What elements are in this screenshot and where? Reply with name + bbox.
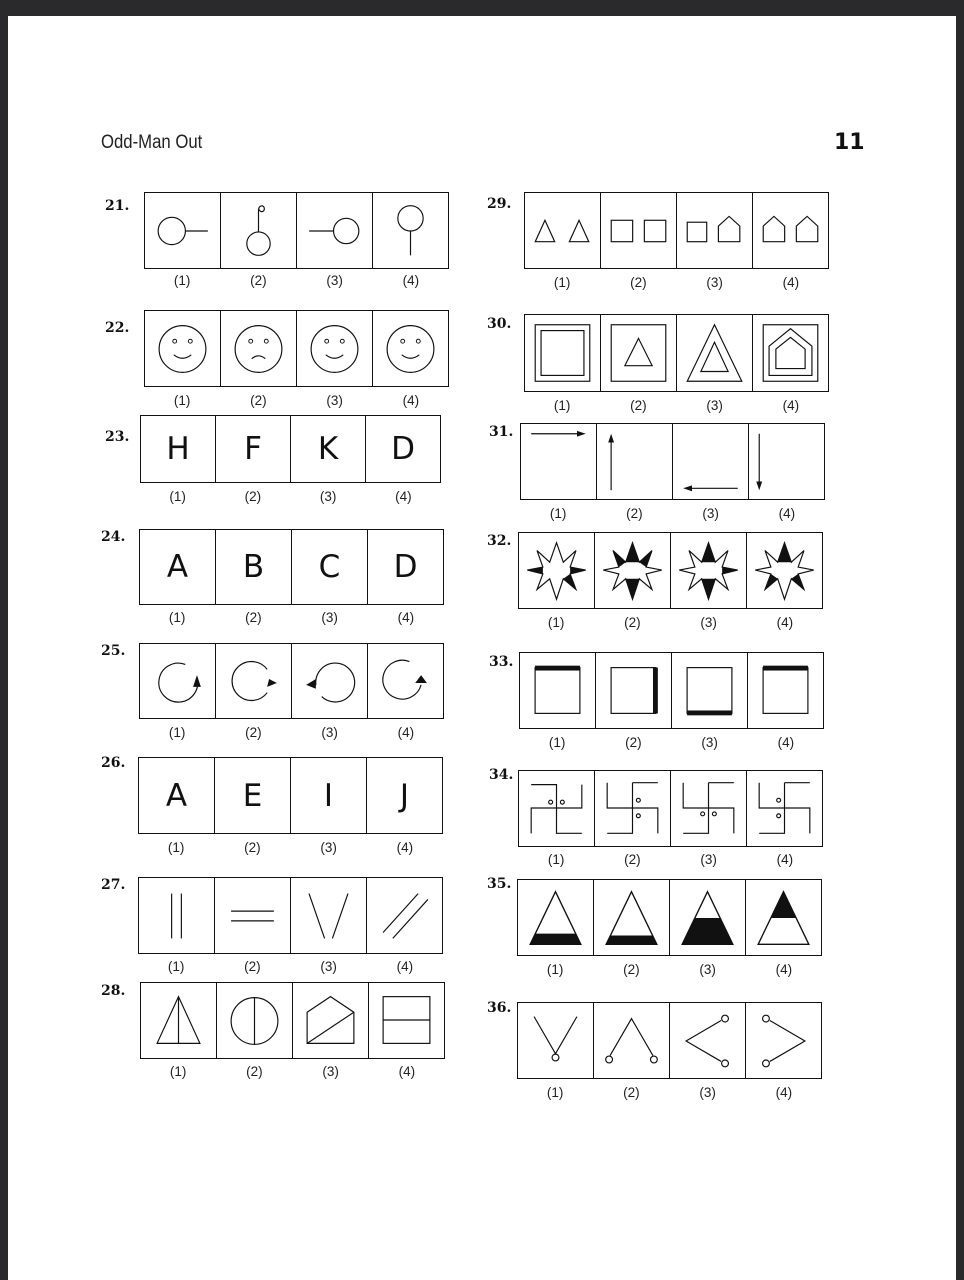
figure-letter: D (391, 431, 415, 467)
question-30-figures (524, 314, 829, 392)
figure-drawing (671, 771, 746, 846)
q35-option-1[interactable] (518, 880, 593, 955)
figure-drawing (670, 1003, 745, 1078)
question-31-figures (520, 423, 825, 500)
q33-option-3[interactable] (671, 653, 747, 728)
figure-letter: F (244, 431, 262, 467)
option-label: (3) (699, 962, 716, 977)
q31-option-4[interactable] (748, 424, 824, 499)
question-number-35: 35. (487, 876, 512, 892)
question-35-figures (517, 879, 822, 956)
page-number: 11 (834, 130, 865, 155)
q35-option-2[interactable] (593, 880, 669, 955)
q23-option-labels (140, 489, 441, 504)
q28-option-3[interactable] (292, 983, 368, 1058)
q25-option-4[interactable] (367, 644, 443, 718)
option-label: (1) (548, 735, 566, 750)
question-32-figures (518, 532, 823, 609)
question-number-29: 29. (487, 196, 512, 212)
q31-option-labels (520, 506, 825, 521)
figure-drawing (746, 880, 821, 955)
figure-drawing (671, 533, 746, 608)
option-label: (2) (250, 393, 267, 408)
figure-drawing (140, 644, 215, 718)
figure-drawing (369, 983, 444, 1058)
figure-letter: C (318, 549, 341, 585)
figure-drawing (746, 1003, 821, 1078)
option-label: (4) (775, 1085, 793, 1100)
option-label: (4) (395, 489, 412, 504)
q32-option-2[interactable] (594, 533, 670, 608)
q33-option-1[interactable] (520, 653, 595, 728)
question-26-figures (138, 757, 443, 834)
option-label: (3) (706, 275, 723, 290)
figure-drawing (520, 653, 595, 728)
option-label: (4) (776, 615, 794, 630)
q36-option-4[interactable] (745, 1003, 821, 1078)
chapter-title: Odd-Man Out (101, 132, 203, 153)
q34-option-labels (518, 852, 823, 867)
q29-option-2[interactable] (600, 193, 676, 268)
figure-drawing (672, 653, 747, 728)
q35-option-3[interactable] (669, 880, 745, 955)
q30-option-1[interactable] (525, 315, 600, 391)
question-number-36: 36. (487, 1000, 512, 1016)
question-36-figures (517, 1002, 822, 1079)
q29-option-1[interactable] (525, 193, 600, 268)
q31-option-3[interactable] (672, 424, 748, 499)
question-29-figures (524, 192, 829, 269)
q21-option-3[interactable] (296, 193, 372, 268)
q32-option-1[interactable] (519, 533, 594, 608)
figure-drawing (293, 983, 368, 1058)
option-label: (2) (624, 615, 641, 630)
q22-option-1[interactable] (145, 311, 220, 386)
option-label: (2) (250, 273, 267, 288)
q24-option-1[interactable] (140, 530, 215, 604)
q26-option-3[interactable] (290, 758, 366, 833)
question-number-31: 31. (489, 424, 514, 440)
q29-option-4[interactable] (752, 193, 828, 268)
q29-option-labels (524, 275, 829, 290)
option-label: (1) (169, 489, 186, 504)
option-label: (3) (701, 735, 718, 750)
q30-option-labels (524, 398, 829, 413)
figure-drawing (221, 311, 296, 386)
figure-drawing (217, 983, 292, 1058)
question-number-21: 21. (105, 198, 130, 214)
q34-option-2[interactable] (594, 771, 670, 846)
option-label: (1) (168, 725, 186, 740)
figure-letter: A (165, 777, 188, 814)
q22-option-2[interactable] (220, 311, 296, 386)
figure-drawing (525, 315, 600, 391)
option-label: (3) (320, 959, 337, 974)
q36-option-1[interactable] (518, 1003, 593, 1078)
q31-option-2[interactable] (596, 424, 672, 499)
figure-drawing (594, 1003, 669, 1078)
option-label: (3) (320, 840, 337, 855)
question-33-figures (519, 652, 824, 729)
option-label: (4) (775, 962, 793, 977)
figure-drawing (596, 653, 671, 728)
option-label: (3) (326, 273, 343, 288)
q21-option-4[interactable] (372, 193, 448, 268)
q24-option-3[interactable] (291, 530, 367, 604)
option-label: (4) (396, 840, 414, 855)
q22-option-labels (144, 393, 449, 408)
q31-option-1[interactable] (521, 424, 596, 499)
q28-option-1[interactable] (141, 983, 216, 1058)
q34-option-3[interactable] (670, 771, 746, 846)
question-number-22: 22. (105, 320, 130, 336)
figure-drawing (145, 311, 220, 386)
option-label: (1) (549, 506, 567, 521)
figure-drawing (521, 424, 596, 499)
option-label: (4) (398, 1064, 416, 1079)
figure-drawing (519, 771, 594, 846)
question-number-25: 25. (101, 643, 126, 659)
question-21-figures (144, 192, 449, 269)
option-label: (3) (702, 506, 719, 521)
figure-drawing (291, 878, 366, 953)
question-number-28: 28. (101, 983, 126, 999)
figure-drawing (601, 315, 676, 391)
question-25-figures (139, 643, 444, 719)
q27-option-labels (138, 959, 443, 974)
figure-letter: A (166, 549, 189, 585)
q26-option-2[interactable] (214, 758, 290, 833)
option-label: (1) (167, 959, 185, 974)
q32-option-labels (518, 615, 823, 630)
option-label: (3) (322, 1064, 339, 1079)
question-27-figures (138, 877, 443, 954)
option-label: (3) (319, 489, 337, 504)
option-label: (3) (700, 615, 717, 630)
q21-option-1[interactable] (145, 193, 220, 268)
figure-drawing (297, 311, 372, 386)
option-label: (1) (546, 1085, 564, 1100)
q25-option-labels (139, 725, 444, 740)
option-label: (3) (321, 725, 338, 740)
option-label: (2) (626, 506, 643, 521)
figure-drawing (518, 1003, 593, 1078)
figure-drawing (595, 533, 670, 608)
q29-option-3[interactable] (676, 193, 752, 268)
figure-letter: B (242, 549, 265, 585)
q24-option-4[interactable] (367, 530, 443, 604)
figure-drawing (139, 878, 214, 953)
q33-option-labels (519, 735, 824, 750)
option-label: (2) (244, 840, 261, 855)
question-23-figures (140, 415, 441, 483)
option-label: (4) (782, 275, 800, 290)
option-label: (1) (173, 273, 191, 288)
option-label: (3) (699, 1085, 716, 1100)
q28-option-4[interactable] (368, 983, 444, 1058)
figure-letter: H (166, 431, 190, 467)
option-label: (4) (402, 393, 420, 408)
q35-option-4[interactable] (745, 880, 821, 955)
option-label: (4) (397, 725, 415, 740)
option-label: (3) (326, 393, 343, 408)
q32-option-3[interactable] (670, 533, 746, 608)
option-label: (4) (396, 959, 414, 974)
option-label: (2) (245, 725, 262, 740)
figure-drawing (748, 653, 823, 728)
question-number-30: 30. (487, 316, 512, 332)
q30-option-4[interactable] (752, 315, 828, 391)
q30-option-3[interactable] (676, 315, 752, 391)
q30-option-2[interactable] (600, 315, 676, 391)
figure-drawing (677, 193, 752, 268)
figure-drawing (145, 193, 220, 268)
option-label: (4) (402, 273, 420, 288)
q33-option-2[interactable] (595, 653, 671, 728)
figure-drawing (677, 315, 752, 391)
figure-drawing (670, 880, 745, 955)
figure-drawing (373, 311, 448, 386)
q23-option-3[interactable] (290, 416, 365, 482)
figure-drawing (373, 193, 448, 268)
question-28-figures (140, 982, 445, 1059)
q35-option-labels (517, 962, 822, 977)
option-label: (1) (547, 615, 565, 630)
figure-drawing (597, 424, 672, 499)
figure-drawing (747, 771, 822, 846)
question-number-33: 33. (489, 654, 514, 670)
figure-drawing (292, 644, 367, 718)
option-label: (4) (397, 610, 415, 625)
option-label: (2) (245, 610, 262, 625)
question-22-figures (144, 310, 449, 387)
figure-drawing (518, 880, 593, 955)
question-number-27: 27. (101, 877, 126, 893)
option-label: (1) (553, 275, 571, 290)
question-number-32: 32. (487, 533, 512, 549)
option-label: (3) (321, 610, 338, 625)
option-label: (1) (167, 840, 185, 855)
option-label: (2) (244, 959, 261, 974)
option-label: (4) (777, 735, 795, 750)
option-label: (4) (782, 398, 800, 413)
option-label: (2) (630, 275, 647, 290)
q27-option-3[interactable] (290, 878, 366, 953)
option-label: (2) (623, 962, 640, 977)
option-label: (2) (623, 1085, 640, 1100)
q22-option-4[interactable] (372, 311, 448, 386)
option-label: (3) (700, 852, 717, 867)
figure-drawing (753, 315, 828, 391)
option-label: (2) (624, 852, 641, 867)
option-label: (2) (244, 489, 262, 504)
figure-drawing (221, 193, 296, 268)
q25-option-1[interactable] (140, 644, 215, 718)
figure-drawing (519, 533, 594, 608)
q23-option-2[interactable] (215, 416, 290, 482)
q24-option-2[interactable] (215, 530, 291, 604)
q22-option-3[interactable] (296, 311, 372, 386)
figure-drawing (368, 644, 443, 718)
q23-option-1[interactable] (141, 416, 215, 482)
q27-option-2[interactable] (214, 878, 290, 953)
figure-drawing (749, 424, 824, 499)
figure-drawing (673, 424, 748, 499)
figure-drawing (367, 878, 442, 953)
figure-drawing (525, 193, 600, 268)
q28-option-2[interactable] (216, 983, 292, 1058)
option-label: (1) (546, 962, 564, 977)
figure-drawing (753, 193, 828, 268)
q21-option-2[interactable] (220, 193, 296, 268)
figure-drawing (216, 644, 291, 718)
question-number-26: 26. (101, 755, 126, 771)
q36-option-2[interactable] (593, 1003, 669, 1078)
option-label: (1) (547, 852, 565, 867)
option-label: (3) (706, 398, 723, 413)
option-label: (4) (776, 852, 794, 867)
figure-letter: J (399, 777, 410, 814)
q32-option-4[interactable] (746, 533, 822, 608)
figure-letter: I (323, 777, 334, 814)
option-label: (1) (173, 393, 191, 408)
question-34-figures (518, 770, 823, 847)
q26-option-labels (138, 840, 443, 855)
q23-option-4[interactable] (365, 416, 440, 482)
q27-option-4[interactable] (366, 878, 442, 953)
option-label: (1) (553, 398, 571, 413)
q34-option-4[interactable] (746, 771, 822, 846)
option-label: (1) (168, 610, 186, 625)
figure-drawing (141, 983, 216, 1058)
q24-option-labels (139, 610, 444, 625)
question-number-34: 34. (489, 767, 514, 783)
figure-letter: D (393, 549, 418, 585)
figure-drawing (594, 880, 669, 955)
option-label: (2) (246, 1064, 263, 1079)
question-number-23: 23. (105, 429, 130, 445)
q25-option-2[interactable] (215, 644, 291, 718)
option-label: (2) (630, 398, 647, 413)
figure-drawing (601, 193, 676, 268)
q33-option-4[interactable] (747, 653, 823, 728)
q28-option-labels (140, 1064, 445, 1079)
figure-drawing (747, 533, 822, 608)
question-24-figures (139, 529, 444, 605)
figure-drawing (595, 771, 670, 846)
q27-option-1[interactable] (139, 878, 214, 953)
figure-letter: K (317, 431, 339, 467)
figure-letter: E (242, 777, 263, 814)
q36-option-3[interactable] (669, 1003, 745, 1078)
q26-option-4[interactable] (366, 758, 442, 833)
q34-option-1[interactable] (519, 771, 594, 846)
figure-drawing (215, 878, 290, 953)
q36-option-labels (517, 1085, 822, 1100)
option-label: (1) (169, 1064, 187, 1079)
option-label: (2) (625, 735, 642, 750)
question-number-24: 24. (101, 529, 126, 545)
figure-drawing (297, 193, 372, 268)
q26-option-1[interactable] (139, 758, 214, 833)
q21-option-labels (144, 273, 449, 288)
q25-option-3[interactable] (291, 644, 367, 718)
option-label: (4) (778, 506, 796, 521)
